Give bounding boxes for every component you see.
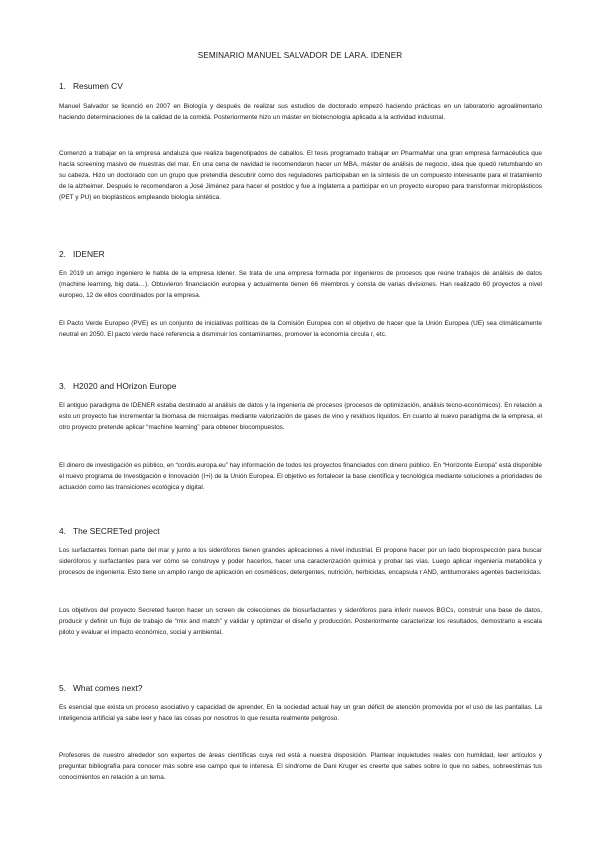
- section-number: 1.: [59, 81, 66, 91]
- paragraph: En 2019 un amigo ingeniero le habla de la empresa Idener. Se trata de una empresa formada por ingenieros de procesos que reúne trabajos de análisis de datos (machine learning, big data…). Obtuvieron financiación europea y actualmente tienen 66 miembros y consta de varias divisiones. Han realizado 60 proyectos a nivel europeo, 12 de ellos coordinados por la empresa.: [59, 270, 542, 300]
- section-title: The SECRETed project: [73, 526, 160, 536]
- section-title: What comes next?: [73, 683, 143, 693]
- section-number: 4.: [59, 526, 66, 536]
- paragraph: El dinero de investigación es público, en “cordis.europa.eu” hay información de todos los proyectos financiados con dinero público. En “Horizonte Europa” está disponible el nuevo programa de Investigación e Innovación (I+i) de la Unión Europea. El objetivo es fortalecer la base científica y tecnológica mediante soluciones a prioridades de actuación como las transiciones ecológica y digital.: [59, 462, 542, 492]
- section-number: 3.: [59, 381, 66, 391]
- section-number: 2.: [59, 249, 66, 259]
- paragraph: Manuel Salvador se licenció en 2007 en Biología y después de realizar sus estudios de doctorado empezó haciendo prácticas en un laboratorio agroalimentario haciendo determinaciones de la calidad de la comida. Posteriormente hizo un máster en biotecnología aplicada a la actividad industrial.: [59, 103, 542, 122]
- section-heading-what-comes-next: [59, 683, 142, 693]
- paragraph: El antiguo paradigma de IDENER estaba destinado al análisis de datos y la ingeniería de procesos (procesos de optimización, análisis tecno-económicos). En relación a esto un proyecto fue incrementar la biomasa de microalgas mediante valorización de gases de vino y residuos líquidos. En cuanto al nuevo paradigma de la empresa, el otro proyecto pretende aplicar “machine learning” para obtener biocompuestos.: [59, 402, 542, 432]
- paragraph: Es esencial que exista un proceso asociativo y capacidad de aprender. En la sociedad actual hay un gran déficit de atención promovida por el uso de las pantallas. La inteligencia artificial ya sabe leer y hace las cosas por nosotros lo que resulta realmente peligroso.: [59, 704, 542, 723]
- paragraph: Los objetivos del proyecto Secreted fueron hacer un screen de colecciones de biosurfactantes y sideróforos para inferir nuevos BGCs, construir una base de datos, producir y definir un flujo de trabajo de “mix and match” y validar y optimizar el diseño y producción. Posteriormente caracterizar los resultados, demostrarlo a escala piloto y evaluar el impacto económico, social y ambiental.: [59, 607, 542, 637]
- section-heading-idener: [59, 249, 105, 259]
- section-title: H2020 and HOrizon Europe: [73, 381, 177, 391]
- paragraph: El Pacto Verde Europeo (PVE) es un conjunto de iniciativas políticas de la Comisión Europea con el objetivo de hacer que la Unión Europea (UE) sea climáticamente neutral en 2050. El pacto verde hace referencia a disminuir los contaminantes, promover la economía circula r, etc.: [59, 320, 542, 339]
- paragraph: Profesores de nuestro alrededor son expertos de áreas científicas cuya red está a nuestra disposición. Plantear inquietudes reales con humildad, leer artículos y preguntar bibliografía para conocer más sobre ese campo que te interesa. El síndrome de Dani Kruger es creerte que sabes sobre lo que no sabes, sobreestimas tus conocimientos en relación a un tema.: [59, 752, 542, 782]
- section-number: 5.: [59, 683, 66, 693]
- section-heading-secreted-project: [59, 526, 160, 536]
- section-title: Resumen CV: [73, 81, 123, 91]
- paragraph: Comenzó a trabajar en la empresa andaluza que realiza bagenotipados de caballos. El tesis programado trabajar en PharmaMar una gran empresa farmacéutica que hacía screening masivo de muestras del mar. En una cena de navidad le recomendaron hacer un MBA, máster de análisis de negocio, idea que quedó retumbando en su cabeza. Hizo un doctorado con un grupo que pretendía descubrir como dos reguladores participaban en la síntesis de un compuesto interesante para el tratamiento de la alzheimer. Después le recomendaron a José Jiménez para hacer el postdoc y fue a Inglaterra a participar en un proyecto europeo para transformar microplásticos (PET y PU) en bioplásticos empleando biología sintética.: [59, 150, 542, 202]
- paragraph: Los surfactantes forman parte del mar y junto a los sideróforos tienen grandes aplicaciones a nivel industrial. El propone hacer por un lado bioprospección para buscar sideróforos y surfactantes para ver cómo se construye y poder hacerlos, hacer una caracterización química y probar las vías. Luego aplicar ingeniería metabólica y procesos de ingeniería. Esto tiene un amplio rango de aplicación en cosméticos, detergentes, nutrición, herbicidas, encapsula r AND, antitumorales agentes bactericidas.: [59, 547, 542, 577]
- section-heading-h2020: [59, 381, 176, 391]
- document-title: SEMINARIO MANUEL SALVADOR DE LARA. IDENER: [197, 51, 403, 60]
- section-title: IDENER: [73, 249, 105, 259]
- section-heading-resumen-cv: [59, 81, 123, 91]
